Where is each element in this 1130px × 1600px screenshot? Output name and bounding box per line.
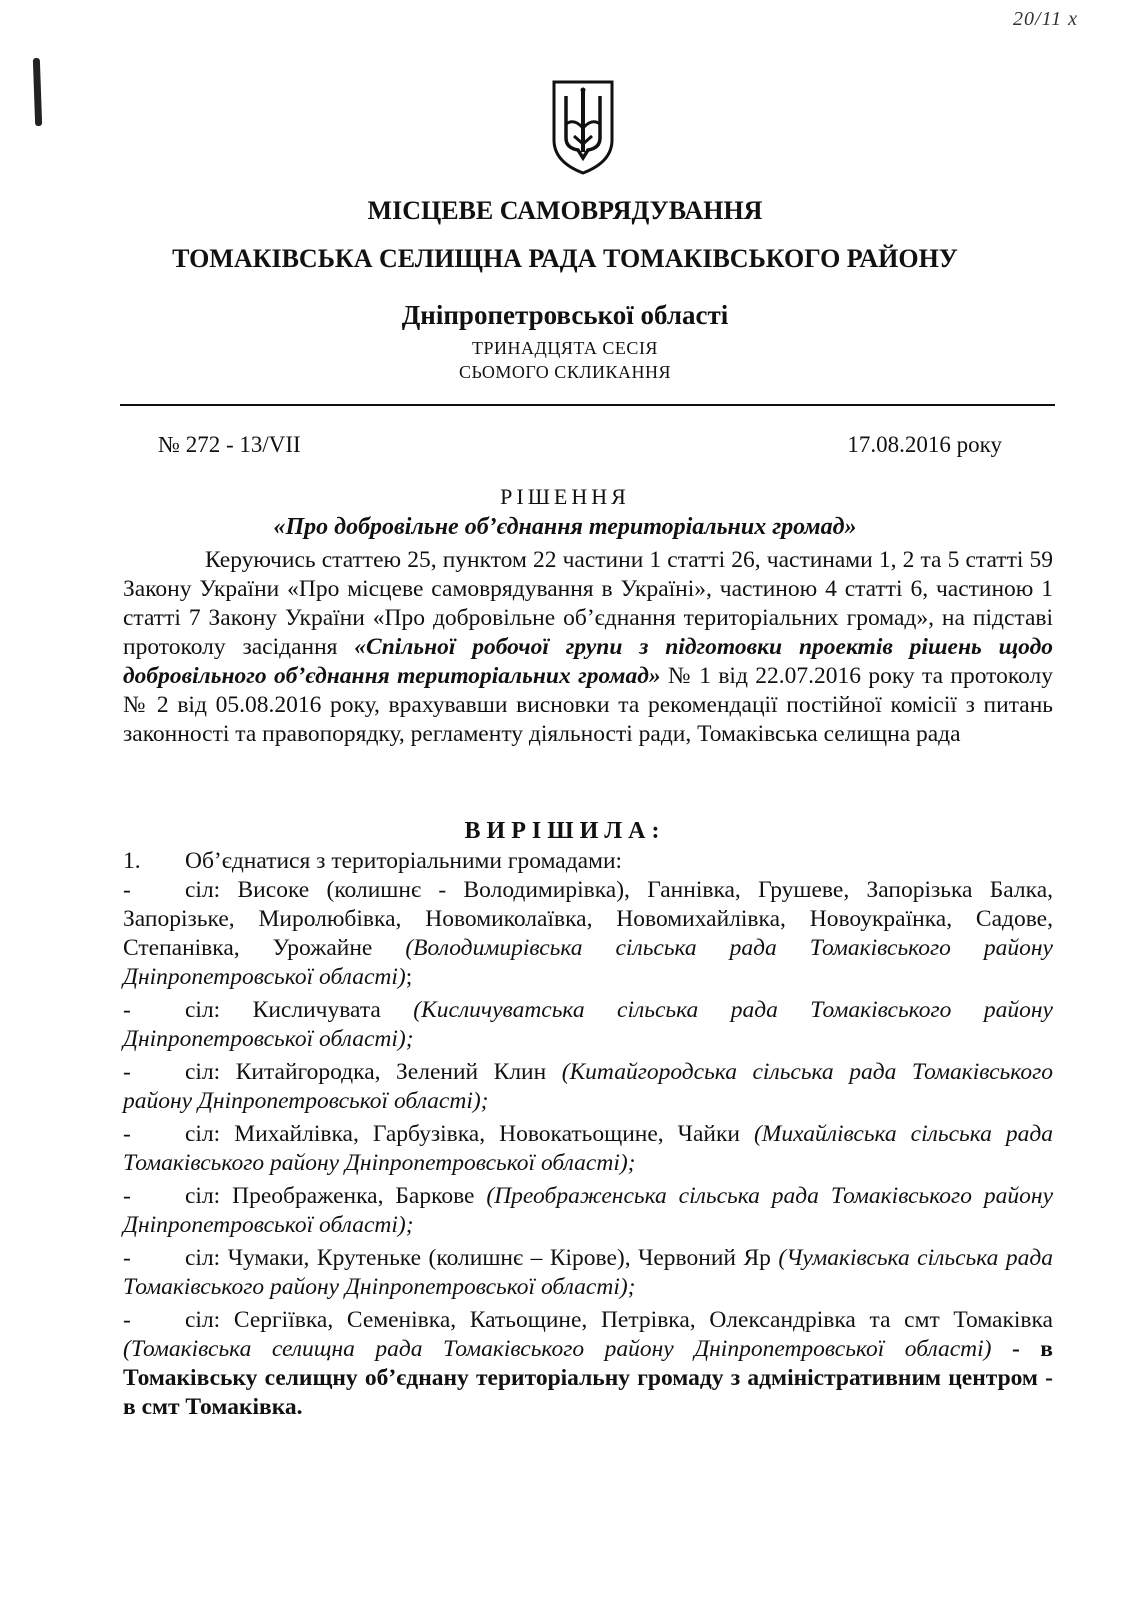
list-dash: -: [123, 1245, 131, 1271]
council-note: (Томаківська селищна рада Томаківського району Дніпропетровської області): [123, 1336, 992, 1362]
trident-emblem-icon: [550, 78, 616, 176]
village-names: сіл: Високе (колишнє - Володимирівка), Ганнівка, Грушеве, Запорізька Балка, Запорізьке, Миролюбівка, Новомиколаївка, Новомихайлівка, Новоукраїнка, Садове, Степанівка, Урожайне: [123, 877, 1053, 961]
village-entry-2: [123, 996, 1053, 1054]
entry-end: ;: [405, 964, 413, 990]
document-date: 17.08.2016 року: [847, 432, 1002, 457]
council-note: (Михайлівська сільська рада Томаківського району Дніпропетровської області);: [123, 1121, 1053, 1176]
council-note: (Чумаківська сільська рада Томаківського району Дніпропетровської області);: [123, 1245, 1053, 1300]
header-divider: [120, 404, 1055, 406]
header-line-3: Дніпропетровської області: [401, 300, 729, 330]
village-names: сіл: Китайгородка, Зелений Клин: [185, 1059, 562, 1085]
decided-heading: ВИРІШИЛА:: [464, 818, 666, 844]
intro-text-1: Керуючись статтею 25, пунктом 22 частини 1 статті 26, частинами 1, 2 та 5 статті 59 Закону України «Про місцеве самоврядування в Україні», частиною 4 статті 6, частиною 1 статті 7 Закону України «Про добровільне об’єднання територіальних громад», на підставі протоколу засідання: [123, 547, 1053, 660]
council-note: (Кисличуватська сільська рада Томаківського району Дніпропетровської області);: [123, 997, 1053, 1052]
council-note: (Преображенська сільська рада Томаківського району Дніпропетровської області);: [123, 1183, 1053, 1238]
list-dash: -: [123, 877, 131, 903]
merger-statement: - в Томаківську селищну об’єднану територіальну громаду з адміністративним центром - в смт Томаківка.: [123, 1336, 1053, 1420]
village-names: сіл: Кисличувата: [185, 997, 414, 1023]
intro-paragraph: [123, 546, 1053, 749]
header-line-2: ТОМАКІВСЬКА СЕЛИЩНА РАДА ТОМАКІВСЬКОГО РАЙОНУ: [172, 244, 958, 273]
intro-text-2: № 1 від 22.07.2016 року та протоколу № 2 від 05.08.2016 року, врахувавши висновки та рекомендації постійної комісії з питань законності та правопорядку, регламенту діяльності ради, Томаківська селищна рада: [123, 663, 1053, 747]
scan-artifact-mark: [33, 58, 42, 126]
list-dash: -: [123, 1183, 131, 1209]
document-type: РІШЕННЯ: [500, 484, 630, 509]
document-number: № 272 - 13/VII: [158, 432, 301, 457]
council-note: (Китайгородська сільська рада Томаківського району Дніпропетровської області);: [123, 1059, 1054, 1114]
item-1: [123, 848, 622, 875]
item-1-text: Об’єднатися з територіальними громадами:: [185, 848, 623, 874]
village-entry-4: [123, 1120, 1053, 1178]
village-names: сіл: Михайлівка, Гарбузівка, Новокатьощине, Чайки: [185, 1121, 754, 1147]
session-line-1: ТРИНАДЦЯТА СЕСІЯ: [472, 338, 658, 358]
header-line-1: МІСЦЕВЕ САМОВРЯДУВАННЯ: [367, 196, 763, 225]
list-dash: -: [123, 1307, 131, 1333]
village-entry-3: [123, 1058, 1053, 1116]
village-entry-6: [123, 1244, 1053, 1302]
villages-list: [123, 876, 1053, 1426]
handwritten-corner-note: 20/11 х: [1013, 8, 1078, 30]
village-names: сіл: Сергіївка, Семенівка, Катьощине, Петрівка, Олександрівка та смт Томаківка: [185, 1307, 1053, 1333]
list-dash: -: [123, 1121, 131, 1147]
council-note: (Володимирівська сільська рада Томаківського району Дніпропетровської області): [123, 935, 1053, 990]
document-subject: «Про добровільне об’єднання територіальних громад»: [273, 514, 857, 540]
item-1-number: 1.: [123, 848, 141, 874]
session-line-2: СЬОМОГО СКЛИКАННЯ: [458, 362, 672, 382]
village-entry-1: [123, 876, 1053, 992]
list-dash: -: [123, 997, 131, 1023]
intro-working-group: «Спільної робочої групи з підготовки проектів рішень щодо добровільного об’єднання територіальних громад»: [123, 634, 1053, 689]
village-names: сіл: Преображенка, Баркове: [185, 1183, 487, 1209]
list-dash: -: [123, 1059, 131, 1085]
village-names: сіл: Чумаки, Крутеньке (колишнє – Кірове), Червоний Яр: [185, 1245, 779, 1271]
village-entry-5: [123, 1182, 1053, 1240]
village-entry-7: [123, 1306, 1053, 1422]
